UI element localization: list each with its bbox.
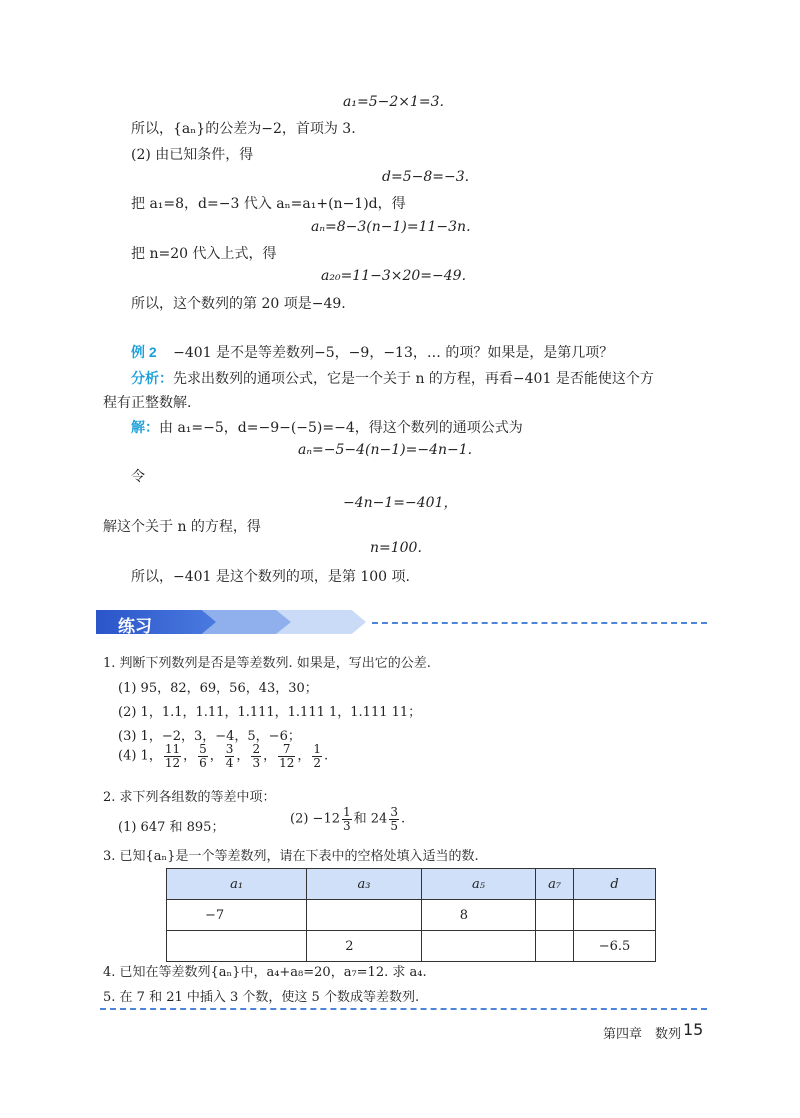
denominator: 2 [313,755,322,770]
analysis-label: 分析： [131,370,173,386]
exercise-4: 4. 已知在等差数列{aₙ}中，a₄+a₈=20，a₇=12. 求 a₄. [103,965,427,980]
exercise-2-2: (2) −12 $\frac{1}{3}$ 和 24 $\frac{3}{5}$ . [290,805,406,833]
text-line: 把 a₁=8，d=−3 代入 aₙ=a₁+(n−1)d，得 [131,196,406,212]
numerator: 5 [199,742,207,756]
mixed-number-whole: (2) −12 [290,811,340,827]
equation-a20: a₂₀=11−3×20=−49. [321,268,467,284]
fraction [225,743,235,769]
equation-d: d=5−8=−3. [382,169,470,185]
fraction [164,743,181,769]
question-text: −401 是不是等差数列−5，−9，−13，… 的项？如果是，是第几项？ [173,345,614,361]
denominator: 12 [164,755,181,770]
fraction [342,806,352,832]
text-line: 把 n=20 代入上式，得 [131,246,277,262]
banner-arrow [96,610,216,634]
sequence-table [166,868,656,962]
exercise-1-2: (2) 1，1.1，1.11，1.111，1.111 1，1.111 11； [118,705,422,720]
fraction [278,743,295,769]
table-header: a₅ [421,869,535,900]
table-cell: 8 [421,900,535,931]
table-header: a₃ [307,869,421,900]
text-line: 令 [131,469,145,485]
solution-text: 由 a₁=−5，d=−9−(−5)=−4，得这个数列的通项公式为 [159,420,523,436]
text-line: 所以，−401 是这个数列的项，是第 100 项. [131,569,410,585]
exercise-1-4: (4) 1， $\frac{11}{12}$ ， $\frac{5}{6}$ ， $\frac{3}{4}$ ， $\frac{2}{3}$ ， $\frac{7}{12}$ ， $\frac{1}{2}$ . [118,742,329,770]
table-cell: 2 [307,931,421,962]
numerator: 1 [313,742,322,756]
exercise-1-3: (3) 1，−2，3，−4，5，−6； [118,729,301,744]
denominator: 3 [252,755,261,770]
numerator: 3 [225,742,234,756]
denominator: 3 [342,818,351,833]
denominator: 5 [390,818,398,833]
denominator: 4 [225,755,234,770]
table-header: d [573,869,655,900]
text-line: 解这个关于 n 的方程，得 [103,519,261,535]
table-cell: −7 [167,900,307,931]
table-cell [167,931,307,962]
exercise-1: 1. 判断下列数列是否是等差数列. 如果是，写出它的公差. [103,656,431,671]
fraction [198,743,208,769]
text-line: 所以，这个数列的第 20 项是−49. [131,296,346,312]
analysis-text: 先求出数列的通项公式，它是一个关于 n 的方程，再看−401 是否能使这个方 [173,371,654,387]
exercise-5: 5. 在 7 和 21 中插入 3 个数，使这 5 个数成等差数列. [103,990,420,1005]
fraction [389,806,399,832]
exercise-2-1: (1) 647 和 895； [118,820,225,835]
solution-line [131,417,523,437]
table-header: a₁ [167,869,307,900]
numerator: 11 [164,742,181,756]
exercise-1-1: (1) 95，82，69，56，43，30； [118,681,318,696]
table-header-row [167,869,656,900]
denominator: 12 [279,755,295,770]
table-header: a₇ [536,869,574,900]
fraction [251,743,261,769]
numerator: 7 [278,743,295,757]
table-cell [536,900,574,931]
equation-a1: a₁=5−2×1=3. [343,94,444,110]
denominator: 6 [199,755,207,770]
table-cell [536,931,574,962]
equation-set: −4n−1=−401， [343,495,458,511]
prefix-text: (4) 1， [118,748,162,764]
analysis-line [131,368,654,388]
table-cell: −6.5 [573,931,655,962]
exercise-banner [96,610,366,637]
mixed-number-whole: 和 24 [353,811,388,827]
analysis-line-2: 程有正整数解. [103,395,192,411]
example-label: 例 2 [131,344,157,360]
page-number: 15 [683,1020,704,1039]
chapter-label: 第四章 数列 [603,1027,682,1042]
table-row [167,931,656,962]
exercise-2: 2. 求下列各组数的等差中项： [103,790,276,805]
exercise-title: 练习 [118,617,152,637]
divider [100,1008,707,1010]
table-cell [573,900,655,931]
table-cell [307,900,421,931]
solution-label: 解： [131,419,159,435]
equation-n: n=100. [370,540,422,556]
numerator: 2 [252,742,261,756]
fraction [312,743,322,769]
table-cell [421,931,535,962]
numerator: 1 [342,805,351,819]
equation-general-term: aₙ=−5−4(n−1)=−4n−1. [298,442,473,458]
text-line: 所以，{aₙ}的公差为−2，首项为 3. [131,121,356,137]
divider [372,622,707,624]
table-row [167,900,656,931]
text-line: (2) 由已知条件，得 [131,147,254,163]
numerator: 3 [390,805,398,819]
exercise-3: 3. 已知{aₙ}是一个等差数列，请在下表中的空格处填入适当的数. [103,849,479,864]
example-2-question [131,342,613,362]
equation-an: aₙ=8−3(n−1)=11−3n. [311,219,471,235]
